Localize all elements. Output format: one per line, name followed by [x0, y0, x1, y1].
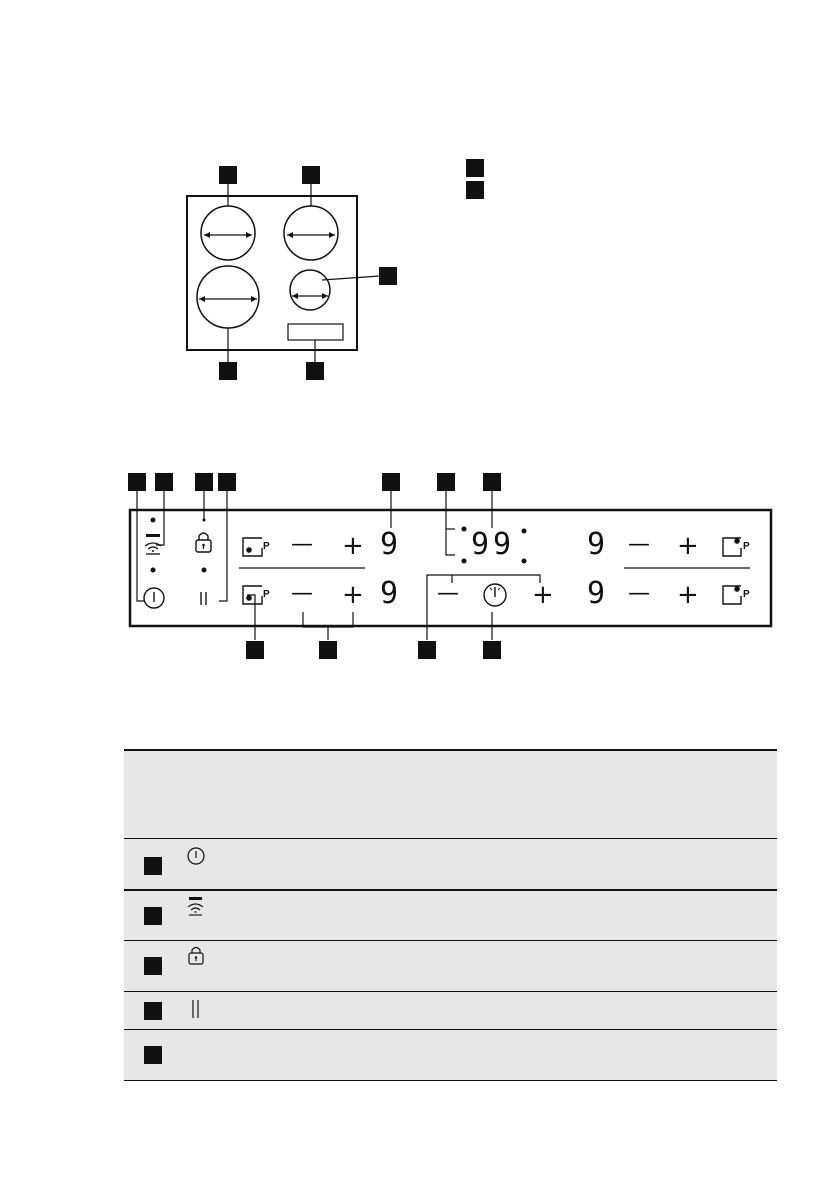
panel-marker-7 [483, 473, 501, 491]
hob-outline-svg [0, 0, 839, 400]
panel-marker-10 [418, 641, 436, 659]
boost-label: P [743, 541, 750, 552]
plus-button[interactable]: + [677, 531, 699, 561]
row-marker-5 [144, 1046, 162, 1064]
hob-marker-3 [379, 267, 397, 285]
minus-button[interactable]: — [628, 581, 650, 606]
lock-icon [186, 945, 206, 967]
power-display-top-left: 9 [380, 527, 399, 562]
minus-button[interactable]: — [628, 532, 650, 557]
panel-marker-6 [437, 473, 455, 491]
panel-marker-4 [218, 473, 236, 491]
panel-marker-11 [483, 641, 501, 659]
boost-label: P [743, 589, 750, 600]
power-display-top-right: 9 [587, 527, 606, 562]
plus-button[interactable]: + [677, 580, 699, 610]
hob-to-hood-icon [186, 895, 206, 917]
panel-marker-3 [195, 473, 213, 491]
table-row [124, 941, 777, 991]
plus-button[interactable]: + [342, 531, 364, 561]
timer-minus-button[interactable]: — [437, 581, 459, 606]
table-row [124, 992, 777, 1029]
hob-surface [187, 196, 357, 350]
legend-marker-1 [466, 159, 484, 177]
table-bottom-rule [124, 1080, 777, 1081]
hob-marker-4 [219, 362, 237, 380]
row-marker-1 [144, 857, 162, 875]
power-icon [186, 846, 206, 866]
row-marker-2 [144, 907, 162, 925]
hob-marker-2 [302, 166, 320, 184]
row-marker-4 [144, 1002, 162, 1020]
plus-button[interactable]: + [342, 580, 364, 610]
pause-icon [190, 998, 202, 1020]
power-display-bottom-left: 9 [380, 576, 399, 611]
table-top-rule [124, 749, 777, 751]
minus-button[interactable]: — [291, 581, 313, 606]
row-marker-3 [144, 957, 162, 975]
panel-marker-5 [382, 473, 400, 491]
boost-label: P [263, 589, 270, 600]
table-row [124, 891, 777, 940]
panel-marker-9 [319, 641, 337, 659]
table-row [124, 839, 777, 889]
panel-marker-2 [155, 473, 173, 491]
panel-marker-1 [128, 473, 146, 491]
legend-marker-2 [466, 181, 484, 199]
timer-plus-button[interactable]: + [532, 580, 554, 610]
hob-marker-1 [219, 166, 237, 184]
function-table [124, 749, 777, 1081]
control-panel-svg [0, 460, 839, 670]
hob-marker-5 [306, 362, 324, 380]
panel-marker-8 [246, 641, 264, 659]
minus-button[interactable]: — [291, 532, 313, 557]
power-display-bottom-right: 9 [587, 576, 606, 611]
timer-display: 99 [471, 527, 516, 562]
boost-label: P [263, 541, 270, 552]
table-row [124, 1030, 777, 1080]
